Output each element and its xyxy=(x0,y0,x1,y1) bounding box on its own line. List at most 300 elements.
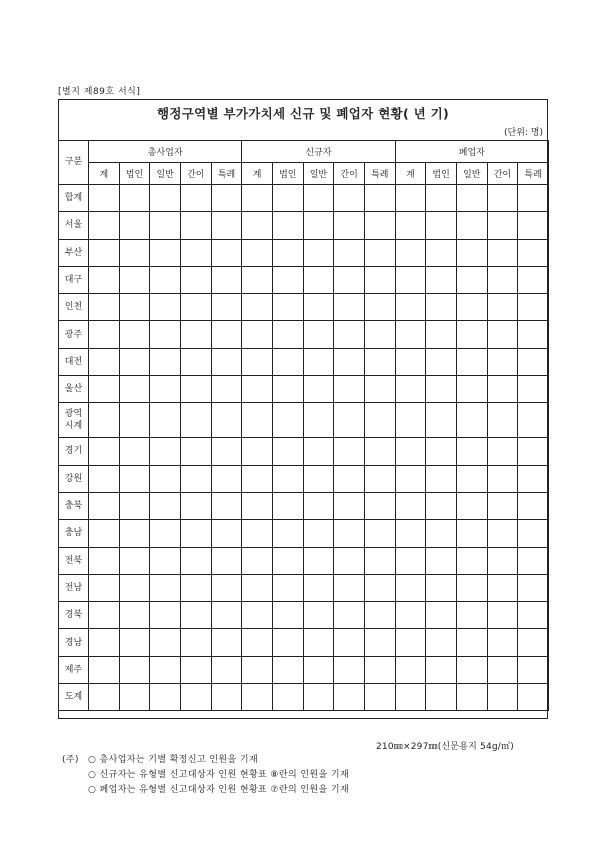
entry-cell[interactable] xyxy=(180,656,211,683)
entry-cell[interactable] xyxy=(334,684,365,711)
entry-cell[interactable] xyxy=(150,266,181,293)
region-label: 인천 xyxy=(59,294,89,321)
entry-cell[interactable] xyxy=(518,492,549,519)
entry-cell[interactable] xyxy=(518,465,549,492)
entry-cell[interactable] xyxy=(395,492,426,519)
entry-cell[interactable] xyxy=(150,403,181,438)
region-label: 충남 xyxy=(59,520,89,547)
entry-cell[interactable] xyxy=(119,629,150,656)
entry-cell[interactable] xyxy=(303,629,334,656)
entry-cell[interactable] xyxy=(180,465,211,492)
entry-cell[interactable] xyxy=(119,684,150,711)
entry-cell[interactable] xyxy=(180,294,211,321)
entry-cell[interactable] xyxy=(211,348,242,375)
entry-cell[interactable] xyxy=(242,239,273,266)
entry-cell[interactable] xyxy=(395,212,426,239)
entry-cell[interactable] xyxy=(487,239,518,266)
entry-cell[interactable] xyxy=(272,520,303,547)
entry-cell[interactable] xyxy=(518,239,549,266)
entry-cell[interactable] xyxy=(119,602,150,629)
entry-cell[interactable] xyxy=(334,185,365,212)
entry-cell[interactable] xyxy=(334,492,365,519)
entry-cell[interactable] xyxy=(150,629,181,656)
entry-cell[interactable] xyxy=(119,294,150,321)
entry-cell[interactable] xyxy=(119,185,150,212)
entry-cell[interactable] xyxy=(364,602,395,629)
entry-cell[interactable] xyxy=(395,376,426,403)
entry-cell[interactable] xyxy=(150,212,181,239)
entry-cell[interactable] xyxy=(180,547,211,574)
entry-cell[interactable] xyxy=(180,520,211,547)
entry-cell[interactable] xyxy=(395,403,426,438)
entry-cell[interactable] xyxy=(334,239,365,266)
entry-cell[interactable] xyxy=(334,348,365,375)
entry-cell[interactable] xyxy=(272,348,303,375)
entry-cell[interactable] xyxy=(211,574,242,601)
entry-cell[interactable] xyxy=(456,602,487,629)
entry-cell[interactable] xyxy=(180,239,211,266)
entry-cell[interactable] xyxy=(89,629,120,656)
entry-cell[interactable] xyxy=(487,465,518,492)
entry-cell[interactable] xyxy=(426,403,457,438)
entry-cell[interactable] xyxy=(211,376,242,403)
entry-cell[interactable] xyxy=(272,684,303,711)
statistics-table xyxy=(58,140,549,711)
entry-cell[interactable] xyxy=(303,547,334,574)
entry-cell[interactable] xyxy=(89,294,120,321)
entry-cell[interactable] xyxy=(426,294,457,321)
entry-cell[interactable] xyxy=(89,321,120,348)
entry-cell[interactable] xyxy=(364,376,395,403)
entry-cell[interactable] xyxy=(487,185,518,212)
entry-cell[interactable] xyxy=(303,266,334,293)
entry-cell[interactable] xyxy=(426,438,457,465)
entry-cell[interactable] xyxy=(150,574,181,601)
entry-cell[interactable] xyxy=(395,239,426,266)
entry-cell[interactable] xyxy=(395,185,426,212)
entry-cell[interactable] xyxy=(150,492,181,519)
entry-cell[interactable] xyxy=(211,266,242,293)
entry-cell[interactable] xyxy=(487,438,518,465)
subcolumn-header: 법인 xyxy=(426,163,457,185)
entry-cell[interactable] xyxy=(180,403,211,438)
entry-cell[interactable] xyxy=(89,212,120,239)
entry-cell[interactable] xyxy=(395,348,426,375)
entry-cell[interactable] xyxy=(426,602,457,629)
entry-cell[interactable] xyxy=(518,294,549,321)
table-row xyxy=(59,574,549,601)
entry-cell[interactable] xyxy=(426,348,457,375)
entry-cell[interactable] xyxy=(242,185,273,212)
entry-cell[interactable] xyxy=(456,629,487,656)
entry-cell[interactable] xyxy=(272,403,303,438)
entry-cell[interactable] xyxy=(242,520,273,547)
region-label: 도계 xyxy=(59,684,89,711)
entry-cell[interactable] xyxy=(180,629,211,656)
entry-cell[interactable] xyxy=(364,348,395,375)
entry-cell[interactable] xyxy=(487,684,518,711)
entry-cell[interactable] xyxy=(364,684,395,711)
entry-cell[interactable] xyxy=(518,547,549,574)
entry-cell[interactable] xyxy=(456,547,487,574)
entry-cell[interactable] xyxy=(456,294,487,321)
entry-cell[interactable] xyxy=(242,376,273,403)
entry-cell[interactable] xyxy=(211,547,242,574)
entry-cell[interactable] xyxy=(211,684,242,711)
entry-cell[interactable] xyxy=(272,602,303,629)
entry-cell[interactable] xyxy=(395,547,426,574)
entry-cell[interactable] xyxy=(272,239,303,266)
entry-cell[interactable] xyxy=(150,656,181,683)
entry-cell[interactable] xyxy=(518,629,549,656)
entry-cell[interactable] xyxy=(395,266,426,293)
entry-cell[interactable] xyxy=(487,266,518,293)
entry-cell[interactable] xyxy=(487,212,518,239)
entry-cell[interactable] xyxy=(426,547,457,574)
form-number-label: [별지 제89호 서식] xyxy=(58,87,141,97)
region-label: 경기 xyxy=(59,438,89,465)
entry-cell[interactable] xyxy=(119,438,150,465)
entry-cell[interactable] xyxy=(364,321,395,348)
entry-cell[interactable] xyxy=(150,438,181,465)
entry-cell[interactable] xyxy=(303,185,334,212)
entry-cell[interactable] xyxy=(180,321,211,348)
entry-cell[interactable] xyxy=(180,602,211,629)
entry-cell[interactable] xyxy=(426,684,457,711)
entry-cell[interactable] xyxy=(518,266,549,293)
entry-cell[interactable] xyxy=(303,438,334,465)
entry-cell[interactable] xyxy=(364,492,395,519)
entry-cell[interactable] xyxy=(334,438,365,465)
entry-cell[interactable] xyxy=(150,239,181,266)
entry-cell[interactable] xyxy=(211,656,242,683)
entry-cell[interactable] xyxy=(119,348,150,375)
entry-cell[interactable] xyxy=(518,185,549,212)
entry-cell[interactable] xyxy=(242,574,273,601)
entry-cell[interactable] xyxy=(487,656,518,683)
entry-cell[interactable] xyxy=(364,465,395,492)
entry-cell[interactable] xyxy=(426,212,457,239)
entry-cell[interactable] xyxy=(303,520,334,547)
entry-cell[interactable] xyxy=(487,492,518,519)
entry-cell[interactable] xyxy=(334,321,365,348)
entry-cell[interactable] xyxy=(426,266,457,293)
entry-cell[interactable] xyxy=(89,376,120,403)
entry-cell[interactable] xyxy=(456,403,487,438)
entry-cell[interactable] xyxy=(150,294,181,321)
entry-cell[interactable] xyxy=(180,185,211,212)
entry-cell[interactable] xyxy=(395,465,426,492)
entry-cell[interactable] xyxy=(89,656,120,683)
entry-cell[interactable] xyxy=(211,492,242,519)
entry-cell[interactable] xyxy=(211,629,242,656)
entry-cell[interactable] xyxy=(395,574,426,601)
entry-cell[interactable] xyxy=(89,684,120,711)
entry-cell[interactable] xyxy=(89,239,120,266)
entry-cell[interactable] xyxy=(426,376,457,403)
entry-cell[interactable] xyxy=(89,520,120,547)
entry-cell[interactable] xyxy=(272,492,303,519)
entry-cell[interactable] xyxy=(89,547,120,574)
entry-cell[interactable] xyxy=(426,465,457,492)
entry-cell[interactable] xyxy=(364,212,395,239)
entry-cell[interactable] xyxy=(89,602,120,629)
entry-cell[interactable] xyxy=(456,465,487,492)
entry-cell[interactable] xyxy=(395,294,426,321)
entry-cell[interactable] xyxy=(89,403,120,438)
subcolumn-header: 간이 xyxy=(180,163,211,185)
entry-cell[interactable] xyxy=(242,266,273,293)
entry-cell[interactable] xyxy=(426,492,457,519)
entry-cell[interactable] xyxy=(518,403,549,438)
entry-cell[interactable] xyxy=(518,321,549,348)
entry-cell[interactable] xyxy=(456,574,487,601)
entry-cell[interactable] xyxy=(456,684,487,711)
entry-cell[interactable] xyxy=(456,438,487,465)
entry-cell[interactable] xyxy=(211,321,242,348)
entry-cell[interactable] xyxy=(487,602,518,629)
entry-cell[interactable] xyxy=(364,574,395,601)
entry-cell[interactable] xyxy=(272,321,303,348)
entry-cell[interactable] xyxy=(303,492,334,519)
entry-cell[interactable] xyxy=(180,574,211,601)
entry-cell[interactable] xyxy=(334,376,365,403)
entry-cell[interactable] xyxy=(242,403,273,438)
entry-cell[interactable] xyxy=(487,348,518,375)
entry-cell[interactable] xyxy=(334,574,365,601)
entry-cell[interactable] xyxy=(456,492,487,519)
entry-cell[interactable] xyxy=(242,684,273,711)
entry-cell[interactable] xyxy=(89,185,120,212)
entry-cell[interactable] xyxy=(119,376,150,403)
entry-cell[interactable] xyxy=(303,656,334,683)
entry-cell[interactable] xyxy=(89,465,120,492)
entry-cell[interactable] xyxy=(303,684,334,711)
entry-cell[interactable] xyxy=(456,376,487,403)
entry-cell[interactable] xyxy=(89,574,120,601)
entry-cell[interactable] xyxy=(119,403,150,438)
entry-cell[interactable] xyxy=(242,294,273,321)
entry-cell[interactable] xyxy=(242,348,273,375)
entry-cell[interactable] xyxy=(487,547,518,574)
entry-cell[interactable] xyxy=(272,376,303,403)
entry-cell[interactable] xyxy=(395,602,426,629)
entry-cell[interactable] xyxy=(334,212,365,239)
entry-cell[interactable] xyxy=(119,239,150,266)
entry-cell[interactable] xyxy=(242,438,273,465)
table-row xyxy=(59,294,549,321)
entry-cell[interactable] xyxy=(303,348,334,375)
entry-cell[interactable] xyxy=(150,348,181,375)
entry-cell[interactable] xyxy=(456,520,487,547)
entry-cell[interactable] xyxy=(242,465,273,492)
entry-cell[interactable] xyxy=(456,348,487,375)
entry-cell[interactable] xyxy=(487,403,518,438)
entry-cell[interactable] xyxy=(211,602,242,629)
entry-cell[interactable] xyxy=(150,321,181,348)
entry-cell[interactable] xyxy=(303,294,334,321)
entry-cell[interactable] xyxy=(334,656,365,683)
entry-cell[interactable] xyxy=(180,684,211,711)
entry-cell[interactable] xyxy=(180,348,211,375)
entry-cell[interactable] xyxy=(426,185,457,212)
entry-cell[interactable] xyxy=(334,266,365,293)
entry-cell[interactable] xyxy=(364,520,395,547)
entry-cell[interactable] xyxy=(364,185,395,212)
entry-cell[interactable] xyxy=(364,266,395,293)
entry-cell[interactable] xyxy=(180,438,211,465)
entry-cell[interactable] xyxy=(487,520,518,547)
entry-cell[interactable] xyxy=(272,294,303,321)
entry-cell[interactable] xyxy=(180,492,211,519)
entry-cell[interactable] xyxy=(426,656,457,683)
entry-cell[interactable] xyxy=(89,438,120,465)
entry-cell[interactable] xyxy=(272,656,303,683)
entry-cell[interactable] xyxy=(364,656,395,683)
entry-cell[interactable] xyxy=(89,492,120,519)
entry-cell[interactable] xyxy=(242,656,273,683)
entry-cell[interactable] xyxy=(150,465,181,492)
entry-cell[interactable] xyxy=(242,602,273,629)
entry-cell[interactable] xyxy=(150,185,181,212)
entry-cell[interactable] xyxy=(272,266,303,293)
entry-cell[interactable] xyxy=(303,574,334,601)
entry-cell[interactable] xyxy=(518,438,549,465)
entry-cell[interactable] xyxy=(242,212,273,239)
entry-cell[interactable] xyxy=(334,629,365,656)
entry-cell[interactable] xyxy=(211,185,242,212)
entry-cell[interactable] xyxy=(334,465,365,492)
entry-cell[interactable] xyxy=(426,520,457,547)
entry-cell[interactable] xyxy=(518,376,549,403)
entry-cell[interactable] xyxy=(334,602,365,629)
entry-cell[interactable] xyxy=(395,629,426,656)
entry-cell[interactable] xyxy=(303,376,334,403)
entry-cell[interactable] xyxy=(518,212,549,239)
entry-cell[interactable] xyxy=(426,629,457,656)
entry-cell[interactable] xyxy=(456,656,487,683)
entry-cell[interactable] xyxy=(364,629,395,656)
entry-cell[interactable] xyxy=(242,629,273,656)
entry-cell[interactable] xyxy=(518,656,549,683)
entry-cell[interactable] xyxy=(89,266,120,293)
entry-cell[interactable] xyxy=(119,492,150,519)
subcolumn-header: 일반 xyxy=(456,163,487,185)
entry-cell[interactable] xyxy=(456,212,487,239)
entry-cell[interactable] xyxy=(272,185,303,212)
entry-cell[interactable] xyxy=(180,266,211,293)
entry-cell[interactable] xyxy=(150,684,181,711)
entry-cell[interactable] xyxy=(272,438,303,465)
entry-cell[interactable] xyxy=(180,376,211,403)
region-label: 전남 xyxy=(59,574,89,601)
entry-cell[interactable] xyxy=(518,574,549,601)
entry-cell[interactable] xyxy=(119,212,150,239)
entry-cell[interactable] xyxy=(518,684,549,711)
entry-cell[interactable] xyxy=(119,547,150,574)
entry-cell[interactable] xyxy=(119,574,150,601)
entry-cell[interactable] xyxy=(150,602,181,629)
entry-cell[interactable] xyxy=(211,239,242,266)
entry-cell[interactable] xyxy=(242,321,273,348)
group-header-new: 신규자 xyxy=(242,141,395,163)
entry-cell[interactable] xyxy=(180,212,211,239)
entry-cell[interactable] xyxy=(456,266,487,293)
entry-cell[interactable] xyxy=(426,574,457,601)
entry-cell[interactable] xyxy=(303,602,334,629)
entry-cell[interactable] xyxy=(272,574,303,601)
entry-cell[interactable] xyxy=(395,438,426,465)
entry-cell[interactable] xyxy=(426,239,457,266)
entry-cell[interactable] xyxy=(242,492,273,519)
entry-cell[interactable] xyxy=(119,266,150,293)
entry-cell[interactable] xyxy=(211,403,242,438)
entry-cell[interactable] xyxy=(395,684,426,711)
entry-cell[interactable] xyxy=(395,321,426,348)
entry-cell[interactable] xyxy=(487,321,518,348)
entry-cell[interactable] xyxy=(303,321,334,348)
entry-cell[interactable] xyxy=(303,239,334,266)
entry-cell[interactable] xyxy=(364,294,395,321)
entry-cell[interactable] xyxy=(303,212,334,239)
entry-cell[interactable] xyxy=(303,465,334,492)
entry-cell[interactable] xyxy=(211,520,242,547)
entry-cell[interactable] xyxy=(150,376,181,403)
entry-cell[interactable] xyxy=(150,547,181,574)
entry-cell[interactable] xyxy=(272,629,303,656)
entry-cell[interactable] xyxy=(119,465,150,492)
subcolumn-header: 일반 xyxy=(150,163,181,185)
entry-cell[interactable] xyxy=(364,239,395,266)
entry-cell[interactable] xyxy=(334,294,365,321)
entry-cell[interactable] xyxy=(364,547,395,574)
entry-cell[interactable] xyxy=(211,294,242,321)
entry-cell[interactable] xyxy=(119,656,150,683)
entry-cell[interactable] xyxy=(89,348,120,375)
entry-cell[interactable] xyxy=(272,547,303,574)
entry-cell[interactable] xyxy=(487,574,518,601)
entry-cell[interactable] xyxy=(211,212,242,239)
entry-cell[interactable] xyxy=(456,321,487,348)
entry-cell[interactable] xyxy=(211,465,242,492)
entry-cell[interactable] xyxy=(456,185,487,212)
entry-cell[interactable] xyxy=(456,239,487,266)
entry-cell[interactable] xyxy=(334,520,365,547)
entry-cell[interactable] xyxy=(211,438,242,465)
entry-cell[interactable] xyxy=(487,629,518,656)
entry-cell[interactable] xyxy=(518,602,549,629)
entry-cell[interactable] xyxy=(518,348,549,375)
entry-cell[interactable] xyxy=(395,656,426,683)
entry-cell[interactable] xyxy=(334,403,365,438)
entry-cell[interactable] xyxy=(426,321,457,348)
entry-cell[interactable] xyxy=(119,321,150,348)
table-row xyxy=(59,684,549,711)
entry-cell[interactable] xyxy=(272,465,303,492)
entry-cell[interactable] xyxy=(518,520,549,547)
entry-cell[interactable] xyxy=(487,294,518,321)
entry-cell[interactable] xyxy=(150,520,181,547)
entry-cell[interactable] xyxy=(303,403,334,438)
entry-cell[interactable] xyxy=(487,376,518,403)
entry-cell[interactable] xyxy=(272,212,303,239)
entry-cell[interactable] xyxy=(395,520,426,547)
entry-cell[interactable] xyxy=(119,520,150,547)
entry-cell[interactable] xyxy=(364,403,395,438)
entry-cell[interactable] xyxy=(334,547,365,574)
entry-cell[interactable] xyxy=(364,438,395,465)
entry-cell[interactable] xyxy=(242,547,273,574)
